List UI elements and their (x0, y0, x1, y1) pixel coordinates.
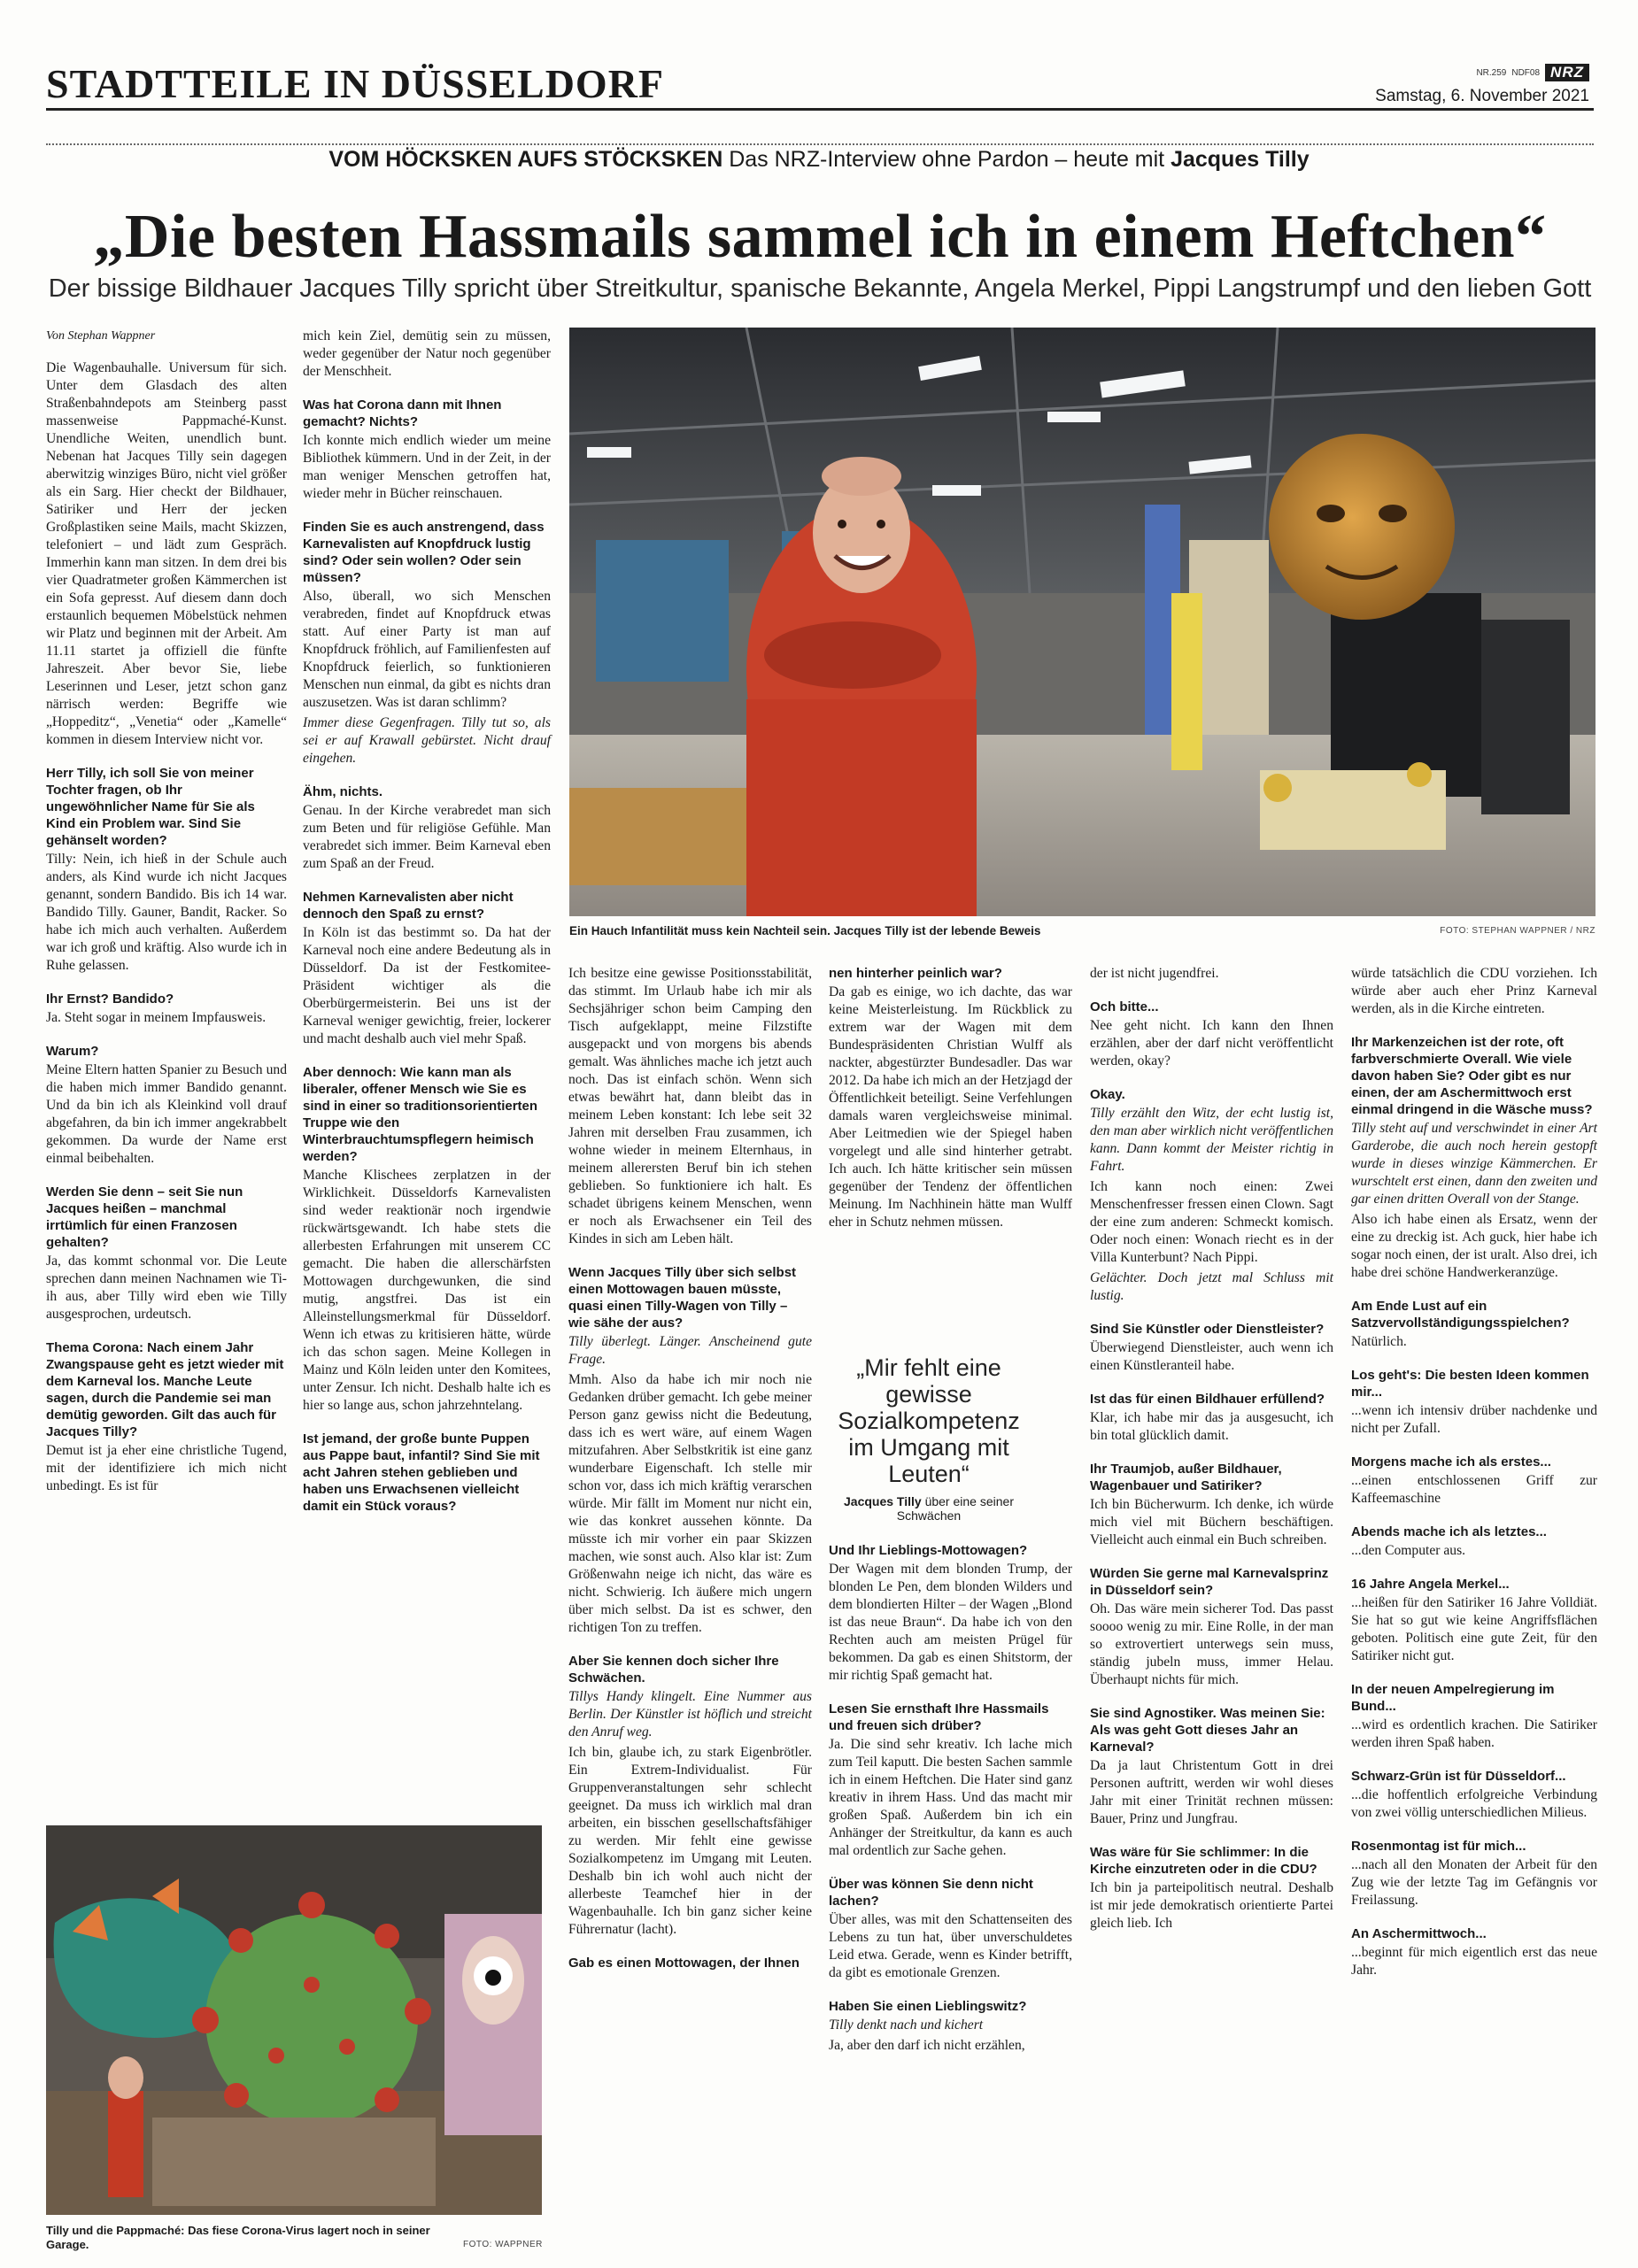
column-5 (1090, 965, 1333, 1935)
workshop-illustration (569, 328, 1596, 916)
kicker-name: Jacques Tilly (1171, 147, 1310, 172)
question: Aber Sie kennen doch sicher Ihre Schwächen. (568, 1654, 779, 1686)
question: Ist das für einen Bildhauer erfüllend? (1090, 1392, 1325, 1407)
pull-quote-text: „Mir fehlt eine gewisse Sozialkompetenz im Umgang mit Leuten“ (838, 1354, 1020, 1487)
kicker-label: VOM HÖCKSKEN AUFS STÖCKSKEN (328, 147, 723, 172)
answer: ...beginnt für mich eigentlich erst das neue Jahr. (1351, 1945, 1597, 1978)
answer: Manche Klischees zerplatzen in der Wirklichkeit. Düsseldorfs Karnevalisten sind weder reaktionär noch irgendwie rückwärtsgewandt. Ich habe stets die allerbesten Erfahrungen mit unserem CC gemacht. Die haben die allerschärfsten Mottowagen durchgewunken, die sind mutig, angstfrei. Das ist ein Alleinstellungsmerkmal für Düsseldorf. Wenn ich etwas zu kritisieren hätte, würde ich das schon sagen. Meine Kollegen in Mainz und Köln leiden unter den Komitees, unter Zensur. Ich nicht. Deshalb halte ich es hier so lange aus, schon jahrzehntelang. (303, 1168, 551, 1413)
question: nen hinterher peinlich war? (829, 966, 1002, 981)
column-4 (829, 965, 1072, 2057)
answer: Oh. Das wäre mein sicherer Tod. Das passt soooo wenig zu mir. Eine Rolle, in der man so extrovertiert unterwegs sein muss, ständig jubeln muss, immer Helau. Überhaupt nichts für mich. (1090, 1601, 1333, 1687)
question: Sie sind Agnostiker. Was meinen Sie: Als was geht Gott dieses Jahr an Karneval? (1090, 1706, 1325, 1755)
column-2 (303, 328, 551, 1516)
main-photo (569, 328, 1596, 916)
corona-virus-illustration (46, 1825, 542, 2215)
question: Und Ihr Lieblings-Mottowagen? (829, 1543, 1028, 1558)
question: Ihr Markenzeichen ist der rote, oft farbverschmierte Overall. Wie viele davon haben Sie? Oder gibt es nur einen, der am Aschermittwoch erst einmal dringend in die Wäsche muss? (1351, 1035, 1593, 1117)
byline: Von Stephan Wappner (46, 329, 156, 343)
answer: Ja. Steht sogar in meinem Impfausweis. (46, 1010, 267, 1025)
kicker-text: Das NRZ-Interview ohne Pardon – heute mit (729, 147, 1165, 172)
question: Haben Sie einen Lieblingswitz? (829, 1999, 1027, 2014)
answer: Demut ist ja eher eine christliche Tugend, mit der identifiziere ich mich nicht unbedingt. Es ist für (46, 1443, 287, 1493)
edition-code: NDF08 (1511, 67, 1541, 78)
question: Würden Sie gerne mal Karnevalsprinz in Düsseldorf sein? (1090, 1566, 1329, 1598)
answer: Ich besitze eine gewisse Positionsstabilität, das stimmt. Im Urlaub habe ich mir als Sechsjähriger schon beim Camping den Tisch aufgeklappt, meine Filzstifte ausgepackt und von morgens bis abends gemalt. Was ähnliches mache ich jetzt auch noch. Das ist einfach schön. Wenn sich etwas bewährt hat, dann bleibt das in meinem Leben konstant: Ich lebe seit 32 Jahren mit derselben Frau zusammen, ich wohne wieder in meinem Elternhaus, in meinem allerersten Beruf bin ich stehen geblieben. So funktioniere ich halt. Es schadet übrigens keinem Menschen, wenn er noch als Erwachsener ein Teil des Kindes in sich am Leben hält. (568, 966, 812, 1246)
question: Ist jemand, der große bunte Puppen aus Pappe baut, infantil? Sind Sie mit acht Jahren stehen geblieben und haben uns Erwachsenen vielleicht damit ein Stück voraus? (303, 1431, 540, 1514)
answer: Ich bin Bücherwurm. Ich denke, ich würde mich viel mit Büchern beschäftigen. Vielleicht auch einmal ein Buch schreiben. (1090, 1497, 1333, 1547)
question: Was wäre für Sie schlimmer: In die Kirche einzutreten oder in die CDU? (1090, 1845, 1317, 1877)
section-title: STADTTEILE IN DÜSSELDORF (46, 61, 665, 106)
answer: ...den Computer aus. (1351, 1543, 1466, 1558)
answer: Genau. In der Kirche verabredet man sich zum Beten und für religiöse Gefühle. Man verabredet sich immer. Beim Karneval eben zum Spaß an der Freud. (303, 803, 551, 871)
question: Lesen Sie ernsthaft Ihre Hassmails und freuen sich drüber? (829, 1701, 1049, 1733)
main-photo-credit: FOTO: STEPHAN WAPPNER / NRZ (1440, 926, 1596, 936)
small-photo-caption: Tilly und die Pappmaché: Das fiese Corona-Virus lagert noch in seiner Garage. (46, 2224, 430, 2251)
answer: ...die hoffentlich erfolgreiche Verbindung von zwei völlig unterschiedlichen Milieus. (1351, 1787, 1597, 1820)
question: Nehmen Karnevalisten aber nicht dennoch den Spaß zu ernst? (303, 890, 514, 922)
answer: Ja. Die sind sehr kreativ. Ich lache mich zum Teil kaputt. Die besten Sachen sammle ich in einem Heftchen. Die Hater sind ganz kreativ in ihrem Hass. Und das macht mir großen Spaß. Außerdem bin ich ein Anhänger der Streitkultur, da kann es auch mal ordentlich zur Sache gehen. (829, 1737, 1072, 1858)
question: In der neuen Ampelregierung im Bund... (1351, 1682, 1555, 1714)
question: Finden Sie es auch anstrengend, dass Karnevalisten auf Knopfdruck lustig sind? Oder sein wollen? Oder sein müssen? (303, 520, 545, 585)
question: Rosenmontag ist für mich... (1351, 1839, 1526, 1854)
question: Warum? (46, 1044, 99, 1059)
pull-quote-name: Jacques Tilly (844, 1494, 922, 1508)
question: Okay. (1090, 1087, 1125, 1102)
answer: Ich bin ja parteipolitisch neutral. Deshalb ist mir jede demokratisch orientierte Partei gleich lieb. Ich (1090, 1880, 1333, 1931)
answer: Ja, das kommt schonmal vor. Die Leute sprechen dann meinen Nachnamen wie Ti-ih aus, aber Tilly wird eben wie Tilly ausgesprochen, urdeutsch. (46, 1254, 287, 1322)
stage-direction: Tilly erzählt den Witz, der echt lustig ist, den man aber wirklich nicht veröffentlichen kann. Dann kommt der Meister richtig in Fahrt. (1090, 1106, 1333, 1174)
edition-number: NR.259 (1476, 67, 1507, 78)
kicker (0, 147, 1638, 173)
answer: Also ich habe einen als Ersatz, wenn der eine zu dreckig ist. Ach guck, hier habe ich sogar noch einen, der ist uralt. Also drei, ich habe drei schöne Handwerkeranzüge. (1351, 1212, 1597, 1280)
question: Och bitte... (1090, 999, 1159, 1014)
answer: ...nach all den Monaten der Arbeit für den Zug wie der letzte Tag im Gefängnis vor Freilassung. (1351, 1857, 1597, 1908)
question: Los geht's: Die besten Ideen kommen mir... (1351, 1368, 1589, 1400)
answer: Nee geht nicht. Ich kann den Ihnen erzählen, aber der darf nicht veröffentlicht werden, okay? (1090, 1018, 1333, 1068)
question: 16 Jahre Angela Merkel... (1351, 1577, 1510, 1592)
answer: ...wenn ich intensiv drüber nachdenke und nicht per Zufall. (1351, 1403, 1597, 1436)
answer: ...wird es ordentlich krachen. Die Satiriker werden ihren Spaß haben. (1351, 1717, 1597, 1750)
question: Aber dennoch: Wie kann man als liberaler, offener Mensch wie Sie es sind in einer so traditionsorientierten Truppe wie den Winterbrauchtumspflegern heimisch werden? (303, 1065, 538, 1164)
question: Ihr Traumjob, außer Bildhauer, Wagenbauer und Satiriker? (1090, 1462, 1282, 1493)
intro-paragraph: Die Wagenbauhalle. Universum für sich. Unter dem Glasdach des alten Straßenbahndepots am Steinberg passt massenweise Pappmaché-Kunst. Unendliche Weiten, unendlich bunt. Nebenan hat Jacques Tilly sein dagegen aberwitzig winziges Büro, nicht viel größer als ein Sarg. Hier checkt der Bildhauer, Satiriker und Herr der jecken Großplastiken seine Mails, macht Skizzen, telefoniert – und lädt zum Gespräch. Immerhin kann man sitzen. In dem drei bis vier Quadratmeter großen Kämmerchen ist ein Sofa gepresst. Auf diesem dann doch erstaunlich bequemen Möbelstück nehmen wir Platz und beginnen mit der Arbeit. Am 11.11 startet ja offiziell die fünfte Jahreszeit. Aber bevor Sie, liebe Leserinnen und Leser, jetzt schon ganz närrisch werden: Begriffe wie „Hoppeditz“, „Venetia“ oder „Kamelle“ kommen in diesem Interview nicht vor. (46, 360, 287, 747)
main-photo-caption: Ein Hauch Infantilität muss kein Nachteil sein. Jacques Tilly ist der lebende Beweis (569, 924, 1041, 937)
stage-direction: Immer diese Gegenfragen. Tilly tut so, als sei er auf Krawall gebürstet. Nicht drauf eingehen. (303, 715, 551, 766)
answer: würde tatsächlich die CDU vorziehen. Ich würde aber auch eher Prinz Karneval werden, als in die Kirche eintreten. (1351, 966, 1597, 1016)
issue-date: Samstag, 6. November 2021 (1375, 87, 1589, 105)
header-rule (46, 108, 1594, 111)
answer: Klar, ich habe mir das ja ausgesucht, ich bin total glücklich damit. (1090, 1410, 1333, 1443)
pull-quote-suffix: über eine seiner Schwächen (896, 1494, 1014, 1523)
answer: Ich konnte mich endlich wieder um meine Bibliothek kümmern. Und in der Zeit, in der man weniger Menschen getroffen hat, wieder mehr in Bücher reinschauen. (303, 433, 551, 501)
question: Schwarz-Grün ist für Düsseldorf... (1351, 1769, 1566, 1784)
question: An Aschermittwoch... (1351, 1926, 1487, 1941)
pull-quote-space (829, 1234, 1072, 1526)
question: Gab es einen Mottowagen, der Ihnen (568, 1956, 800, 1971)
masthead-meta (1375, 64, 1589, 106)
answer: ...einen entschlossenen Griff zur Kaffeemaschine (1351, 1473, 1597, 1506)
answer: Überwiegend Dienstleister, auch wenn ich einen Künstleranteil habe. (1090, 1340, 1333, 1373)
question: Über was können Sie denn nicht lachen? (829, 1877, 1033, 1909)
answer: Natürlich. (1351, 1334, 1407, 1349)
column-3 (568, 965, 812, 1973)
nrz-logo: NRZ (1545, 64, 1589, 81)
answer: Tilly: Nein, ich hieß in der Schule auch anders, als Kind wurde ich nicht Jacques genannt, sondern Bandido. Bis ich 14 war. Bandido Tilly. Gauner, Bandit, Racker. So habe ich mich auch verhalten. Außerdem war ich groß und kräftig. Also wurde ich in Ruhe gelassen. (46, 852, 287, 973)
stage-direction: Tillys Handy klingelt. Eine Nummer aus Berlin. Der Künstler ist höflich und streicht den Anruf weg. (568, 1689, 812, 1740)
answer: mich kein Ziel, demütig sein zu müssen, weder gegenüber der Natur noch gegenüber der Menschheit. (303, 328, 551, 379)
stage-direction: Tilly überlegt. Länger. Anscheinend gute Frage. (568, 1334, 812, 1367)
stage-direction: Tilly steht auf und verschwindet in einer Art Garderobe, die auch noch herein gestopft wurde in dieses winzige Kämmerchen. Er wurschtelt erst einen, dann den zweiten und gar einen dritten Overall von der Stange. (1351, 1121, 1597, 1207)
question: Werden Sie denn – seit Sie nun Jacques heißen – manchmal irrtümlich für einen Franzosen gehalten? (46, 1184, 243, 1250)
small-photo (46, 1825, 542, 2215)
answer: Ich bin, glaube ich, zu stark Eigenbrötler. Ein Extrem-Individualist. Für Gruppenveranstaltungen sehr schlecht geeignet. Da muss ich wirklich mal dran arbeiten, ein bisschen gesellschaftsfähiger zu werden. Mir fehlt eine gewisse Sozialkompetenz im Umgang mit Leuten. Deshalb bin ich wohl auch nicht der allerbeste Teamchef hier in der Wagenbauhalle. Ich bin ganz sicher keine Führernatur (lacht). (568, 1745, 812, 1937)
answer: der ist nicht jugendfrei. (1090, 966, 1219, 981)
column-1 (46, 328, 287, 1498)
answer: Meine Eltern hatten Spanier zu Besuch und die haben mich immer Bandido genannt. Und da bin ich als Kleinkind voll drauf abgefahren, da bin ich immer angekrabbelt gekommen. Da wurde der Name erst einmal beibehalten. (46, 1062, 287, 1166)
headline: „Die besten Hassmails sammel ich in einem Heftchen“ (93, 203, 1547, 271)
answer: Ja, aber den darf ich nicht erzählen, (829, 2038, 1025, 2053)
dotted-divider (46, 143, 1594, 145)
answer: Mmh. Also da habe ich mir noch nie Gedanken drüber gemacht. Ich gebe meiner Person ganz gewiss nicht die Bedeutung, dass ich es wert wäre, auf einem Wagen mitzufahren. Aber Selbstkritik ist eine ganz wunderbare Eigenschaft. Ich stelle mir schon vor, dass ich mich kräftig verarschen würde. Mir fällt im Moment nur nicht ein, wie das konkret aussehen könnte. Da müsste ich mir vorher ein paar Skizzen machen, wie sonst auch. Also klar ist: Zum Größenwahn neige ich nicht, das wäre es nicht. Schwierig. Ich äußere mich ungern über mich selbst. Da ist es schwer, den richtigen Ton zu treffen. (568, 1372, 812, 1635)
answer: Ich kann noch einen: Zwei Menschenfresser fressen einen Clown. Sagt der eine zum anderen: Schmeckt komisch. Oder noch einen: Wonach riecht es in der Villa Kunterbunt? Nach Pippi. (1090, 1179, 1333, 1265)
question: Abends mache ich als letztes... (1351, 1524, 1547, 1539)
question: Was hat Corona dann mit Ihnen gemacht? Nichts? (303, 397, 502, 429)
question: Wenn Jacques Tilly über sich selbst einen Mottowagen bauen müsste, quasi einen Tilly-Wagen von Tilly – wie sähe der aus? (568, 1265, 797, 1331)
answer: Über alles, was mit den Schattenseiten des Lebens zu tun hat, über unverschuldetes Leid etwa. Gerade, wenn es Kinder betrifft, da gibt es emotionale Grenzen. (829, 1912, 1072, 1980)
answer: Da ja laut Christentum Gott in drei Personen auftritt, werden wir wohl dieses Jahr mit einer Trinität rechnen müssen: Bauer, Prinz und Jungfrau. (1090, 1758, 1333, 1826)
dek: Der bissige Bildhauer Jacques Tilly spricht über Streitkultur, spanische Bekannte, Angela Merkel, Pippi Langstrumpf und den lieben Gott (48, 274, 1592, 303)
question: Ihr Ernst? Bandido? (46, 991, 174, 1007)
answer: Da gab es einige, wo ich dachte, das war keine Meisterleistung. Im Rückblick zu extrem war der Wagen mit dem Bundespräsidenten Christian Wulff als nackter, abgestürzter Bundesadler. Das war 2012. Da habe ich mich an der Hetzjagd der Öffentlichkeit beteiligt. Seine Verfehlungen damals waren vergleichsweise minimal. Aber Leitmedien wie der Spiegel haben vorgelegt und alle sind hinterher getrabt. Ich auch. Ich hätte kritischer sein müssen gegenüber der Tendenz der öffentlichen Meinung. Im Nachhinein hätte man Wulff eher in Schutz nehmen müssen. (829, 984, 1072, 1230)
answer: Also, überall, wo sich Menschen verabreden, findet auf Knopfdruck etwas statt. Auf einer Party ist man auf Knopfdruck fröhlich, auf Familienfesten auf Knopfdruck feierlich, so funktionieren Menschen nun einmal, da gibt es nichts dran auszusetzen. Was ist daran schlimm? (303, 589, 551, 710)
question: Ähm, nichts. (303, 784, 383, 799)
question: Thema Corona: Nach einem Jahr Zwangspause geht es jetzt wieder mit dem Karneval los. Manche Leute sagen, durch die Pandemie sei man demütig geworden. Gilt das auch für Jacques Tilly? (46, 1340, 284, 1439)
answer: ...heißen für den Satiriker 16 Jahre Volldiät. Sie hat so gut wie keine Angriffsflächen geboten. Politisch eine gute Zeit, für den Satiriker nicht gut. (1351, 1595, 1597, 1663)
small-photo-credit: FOTO: WAPPNER (463, 2240, 543, 2249)
column-6 (1351, 965, 1597, 1982)
question: Sind Sie Künstler oder Dienstleister? (1090, 1322, 1325, 1337)
question: Am Ende Lust auf ein Satzvervollständigungsspielchen? (1351, 1299, 1570, 1331)
question: Herr Tilly, ich soll Sie von meiner Tochter fragen, ob Ihr ungewöhnlicher Name für Sie als Kind ein Problem war. Sind Sie gehänselt worden? (46, 766, 255, 848)
answer: In Köln ist das bestimmt so. Da hat der Karneval noch eine andere Bedeutung als in Düsseldorf. Da ist der Festkomitee-Präsident wichtiger als die Oberbürgermeisterin. Bei uns ist der Karneval weniger gewichtig, freier, lockerer und macht deshalb auch viel mehr Spaß. (303, 925, 551, 1046)
stage-direction: Gelächter. Doch jetzt mal Schluss mit lustig. (1090, 1270, 1333, 1303)
stage-direction: Tilly denkt nach und kichert (829, 2017, 984, 2033)
question: Morgens mache ich als erstes... (1351, 1454, 1551, 1470)
answer: Der Wagen mit dem blonden Trump, der blonden Le Pen, dem blonden Wilders und dem blondierten Hilter – der Wagen „Blond ist das neue Braun“. Da habe ich von den Rechten auch am meisten Prügel für bekommen. Da gab es einen Shitstorm, der mir richtig Spaß gemacht hat. (829, 1562, 1072, 1683)
